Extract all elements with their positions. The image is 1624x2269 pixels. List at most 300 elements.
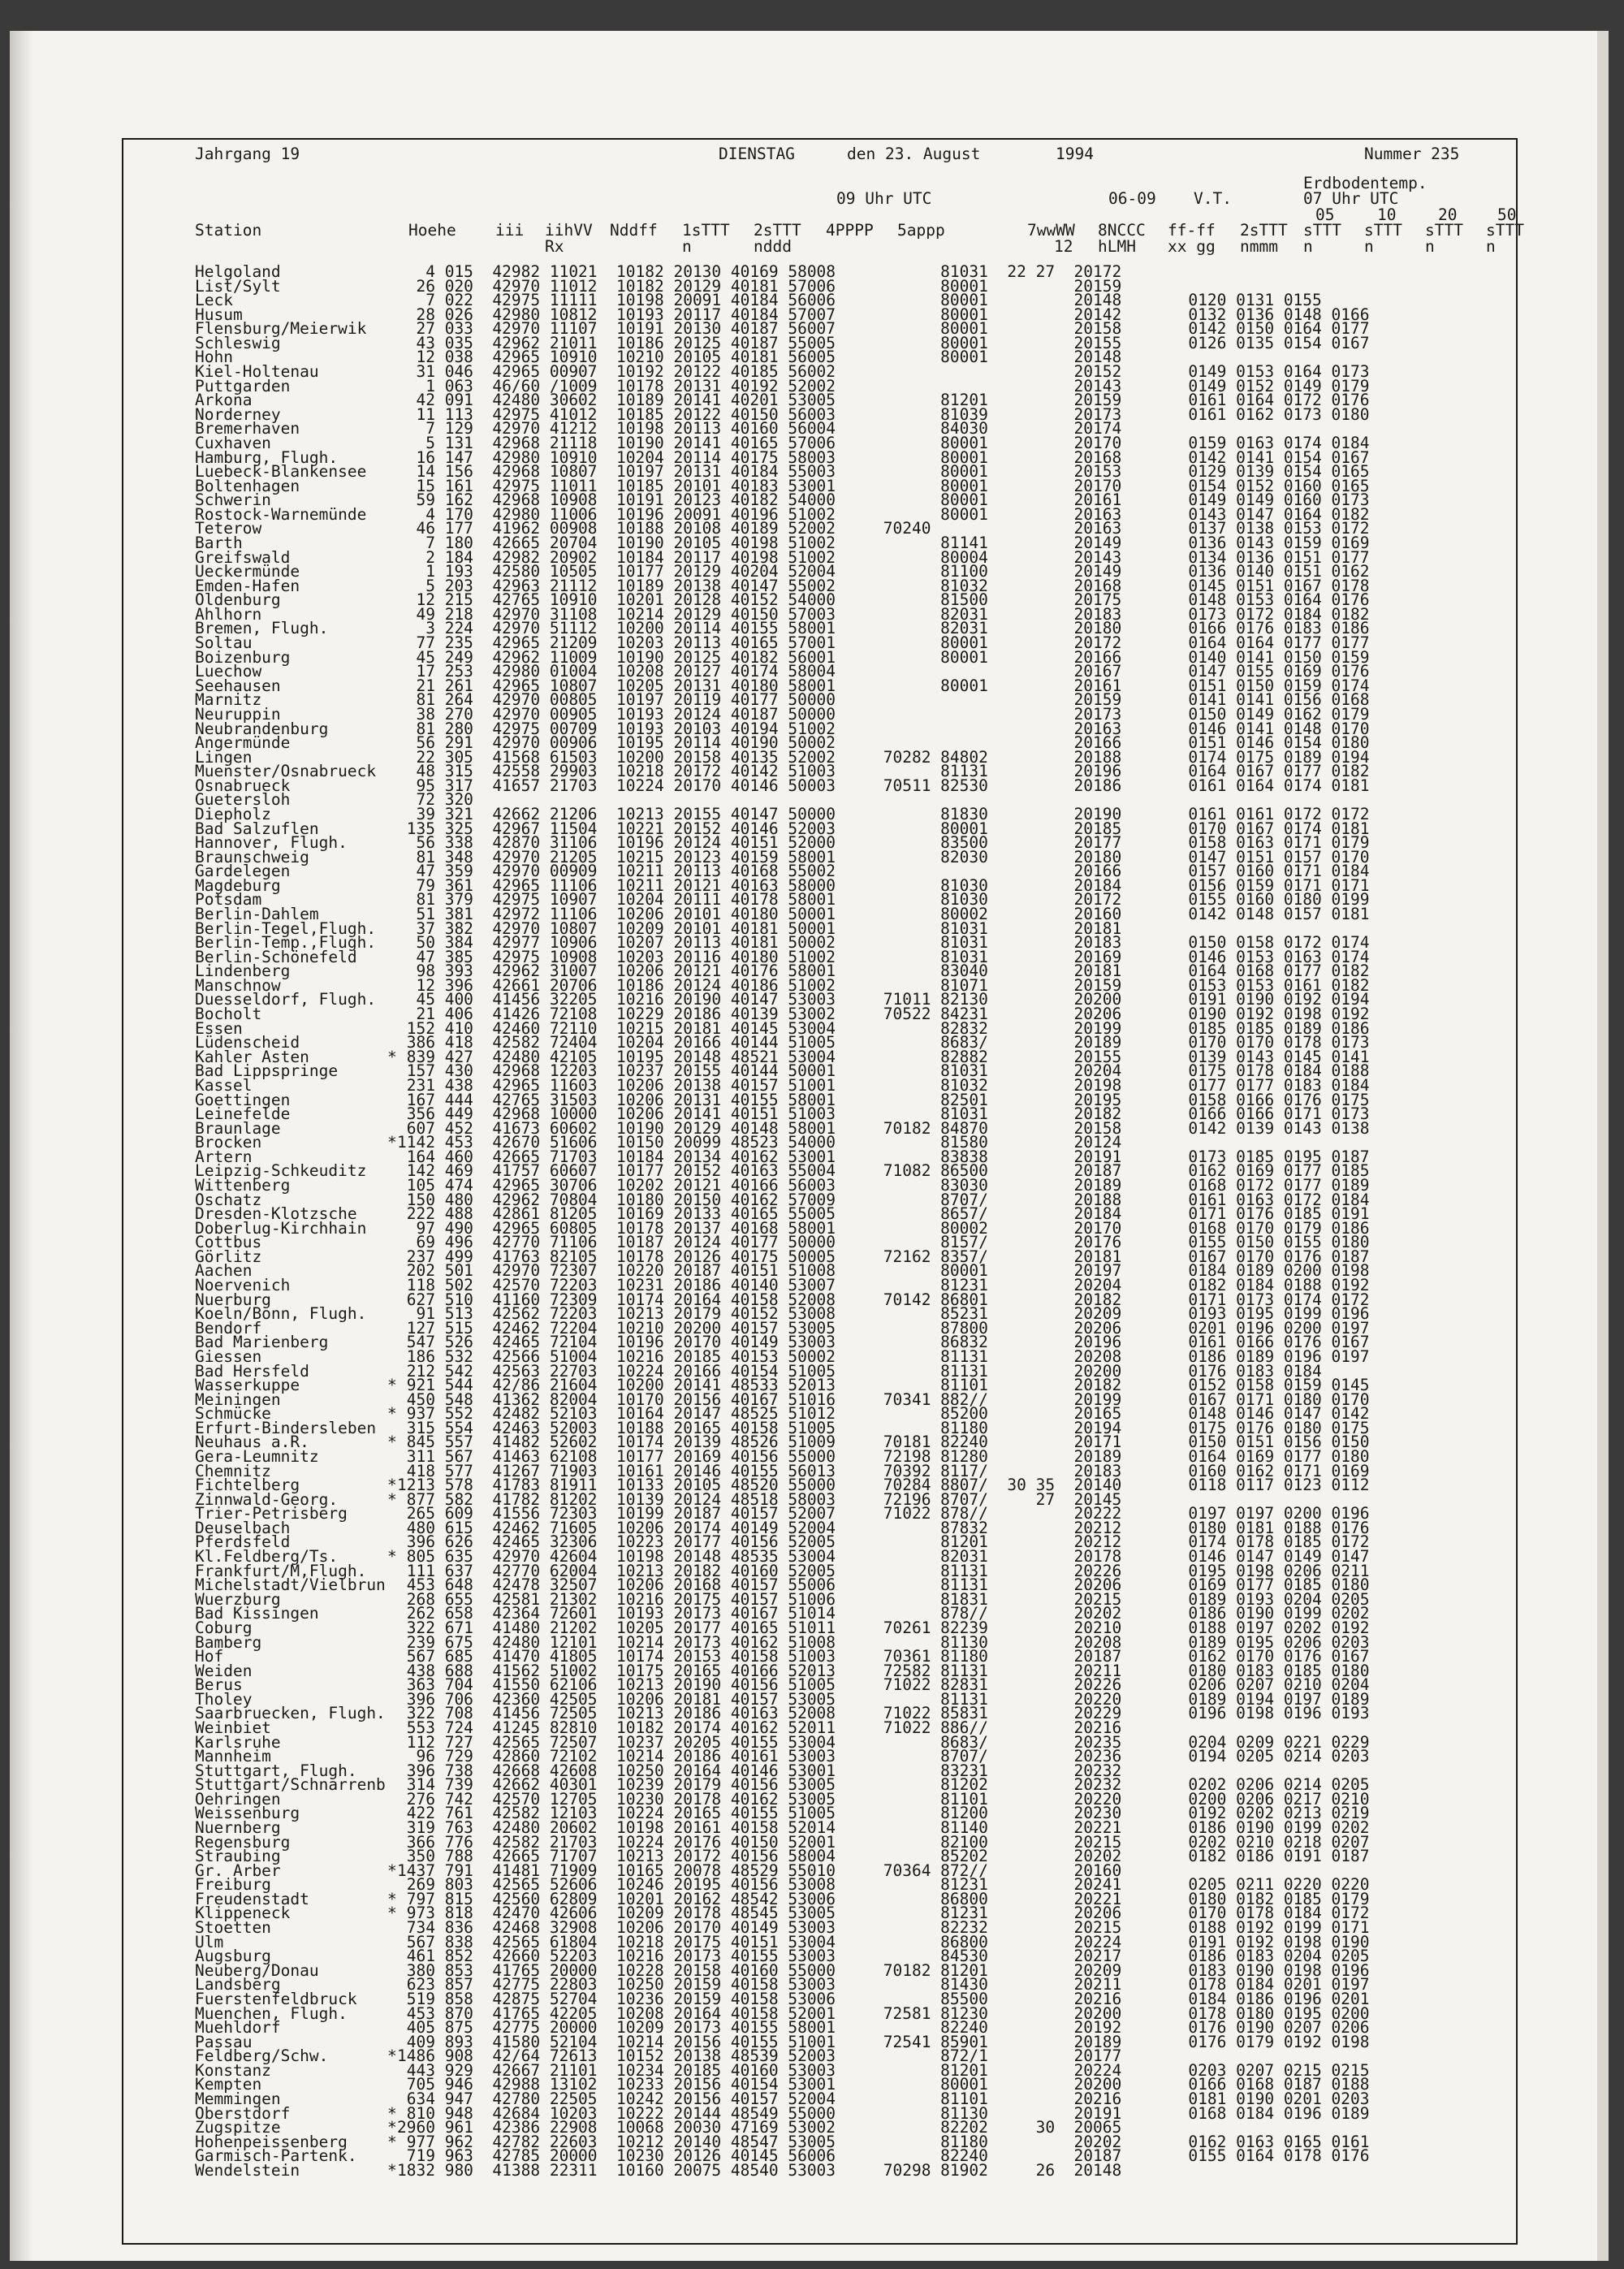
station-values: 845 557 41482 52602 10174 20139 48526 51009 70181 82240 20171 0150 0151 0156 0150 <box>397 1433 1370 1452</box>
station-name: Braunlage <box>195 1118 281 1138</box>
station-name: Muenster/Osnabrueck <box>195 762 377 781</box>
station-name: Osnabrueck <box>195 776 291 795</box>
station-name: Schleswig <box>195 333 281 352</box>
col-iii: iii <box>495 221 525 240</box>
station-name: Nuernberg <box>195 1818 281 1838</box>
station-name: Marnitz <box>195 690 262 710</box>
station-name: Kahler Asten <box>195 1047 309 1066</box>
station-name: Angermünde <box>195 733 291 753</box>
station-name: Berlin-Dahlem <box>195 905 319 924</box>
station-name: Regensburg <box>195 1832 291 1852</box>
station-values: 1 193 42580 10505 10177 20129 40204 52004 81100 20149 0136 0140 0151 0162 <box>397 562 1370 581</box>
station-values: 50 384 42977 10906 10207 20113 40181 50002 81031 20183 0150 0158 0172 0174 <box>397 933 1370 953</box>
station-values: 356 449 42968 10000 10206 20141 40151 51003 81031 20182 0166 0166 0171 0173 <box>397 1104 1370 1124</box>
station-values: 276 742 42570 12705 10230 20178 40162 53005 81101 20220 0200 0206 0217 0210 <box>397 1789 1370 1809</box>
station-name: Wittenberg <box>195 1176 291 1195</box>
station-name: Manschnow <box>195 975 281 995</box>
station-name: Lindenberg <box>195 962 291 981</box>
binding-edge <box>10 31 32 2261</box>
station-name: Kl.Feldberg/Ts. <box>195 1547 339 1567</box>
station-values: 31 046 42965 00907 10192 20122 40185 56002 20152 0149 0153 0164 0173 <box>397 362 1370 382</box>
station-values: 26 020 42970 11012 10182 20129 40181 57006 80001 20159 <box>397 276 1122 296</box>
station-values: 95 317 41657 21703 10224 20170 40146 50003 70511 82530 20186 0161 0164 0174 0181 <box>397 776 1370 795</box>
station-values: 805 635 42970 42604 10198 20148 48535 53004 82031 20178 0146 0147 0149 0147 <box>397 1547 1370 1567</box>
station-values: 319 763 42480 20602 10198 20161 40158 52014 81140 20221 0186 0190 0199 0202 <box>397 1818 1370 1838</box>
station-name: Freudenstadt <box>195 1889 309 1908</box>
station-values: 212 542 42563 22703 10224 20166 40154 51005 81131 20200 0176 0183 0184 <box>397 1361 1322 1381</box>
station-values: 157 430 42968 12203 10237 20155 40144 50001 81031 20204 0175 0178 0184 0188 <box>397 1061 1370 1081</box>
col-ffff: ff-ff <box>1168 221 1216 240</box>
station-name: Bad Salzuflen <box>195 819 319 838</box>
station-name: Neuruppin <box>195 704 281 724</box>
mountain-station-marker: * <box>387 2118 397 2137</box>
station-name: Bad Hersfeld <box>195 1361 309 1381</box>
station-values: 45 249 42962 11009 10190 20125 40182 56001 80001 20166 0140 0141 0150 0159 <box>397 647 1370 667</box>
station-values: 150 480 42962 70804 10180 20150 40162 57009 8707/ 20188 0161 0163 0172 0184 <box>397 1190 1370 1209</box>
mountain-station-marker: * <box>387 2132 397 2151</box>
station-values: 72 320 <box>397 790 473 810</box>
station-values: 5 131 42968 21118 10190 20141 40165 57006 80001 20170 0159 0163 0174 0184 <box>397 433 1370 452</box>
station-values: 28 026 42980 10812 10193 20117 40184 57007 80001 20142 0132 0136 0148 0166 <box>397 305 1370 324</box>
station-values: 797 815 42560 62809 10201 20162 48542 53006 86800 20221 0180 0182 0185 0179 <box>397 1889 1370 1908</box>
station-name: Bremerhaven <box>195 419 300 439</box>
station-values: 453 648 42478 32507 10206 20168 40157 55006 81131 20206 0169 0177 0185 0180 <box>397 1575 1370 1595</box>
station-name: Trier-Petrisberg <box>195 1504 348 1523</box>
station-values: 977 962 42782 22603 10212 20140 48547 53005 81180 20202 0162 0163 0165 0161 <box>397 2132 1370 2151</box>
station-name: Weiden <box>195 1661 253 1680</box>
station-name: Gardelegen <box>195 862 291 881</box>
station-name: Guetersloh <box>195 790 291 810</box>
station-values: 12 038 42965 10910 10210 20105 40181 56005 80001 20148 <box>397 348 1122 367</box>
station-values: 734 836 42468 32908 10206 20170 40149 53003 82232 20215 0188 0192 0199 0171 <box>397 1918 1370 1938</box>
station-name: Magdeburg <box>195 875 281 895</box>
station-values: 12 215 42765 10910 10201 20128 40152 54000 81500 20175 0148 0153 0164 0176 <box>397 590 1370 610</box>
station-name: Passau <box>195 2032 253 2051</box>
station-name: Leipzig-Schkeuditz <box>195 1161 367 1181</box>
station-name: Husum <box>195 305 243 324</box>
station-name: Coburg <box>195 1618 253 1637</box>
station-values: 366 776 42582 21703 10224 20176 40150 52001 82100 20215 0202 0210 0218 0207 <box>397 1832 1370 1852</box>
col-erd-10-sub: n <box>1364 237 1374 256</box>
weekday: DIENSTAG <box>719 145 795 163</box>
station-name: Berlin-Tegel,Flugh. <box>195 918 377 938</box>
station-values: 269 803 42565 52606 10246 20195 40156 53008 81231 20241 0205 0211 0220 0220 <box>397 1875 1370 1895</box>
station-name: Bad Marienberg <box>195 1333 329 1352</box>
station-name: Lingen <box>195 747 253 767</box>
station-name: Goettingen <box>195 1090 291 1109</box>
mountain-station-marker: * <box>387 1904 397 1923</box>
station-name: Kiel-Holtenau <box>195 362 319 382</box>
station-values: 21 406 41426 72108 10229 20186 40139 53002 70522 84231 20206 0190 0192 0198 0192 <box>397 1005 1370 1024</box>
station-name: Meiningen <box>195 1389 281 1409</box>
mountain-station-marker: * <box>387 1476 397 1495</box>
station-values: 49 218 42970 31108 10214 20129 40150 57003 82031 20183 0173 0172 0184 0182 <box>397 604 1370 624</box>
station-values: 91 513 42562 72203 10213 20179 40152 53008 85231 20209 0193 0195 0199 0196 <box>397 1304 1370 1324</box>
station-name: Memmingen <box>195 2090 281 2108</box>
col-4pppp: 4PPPP <box>826 221 874 240</box>
station-name: Helgoland <box>195 262 281 281</box>
station-values: 380 853 41765 20000 10228 20158 40160 55000 70182 81201 20209 0183 0190 0198 0196 <box>397 1960 1370 1980</box>
station-values: 46 177 41962 00908 10188 20108 40189 52002 70240 20163 0137 0138 0153 0172 <box>397 519 1370 538</box>
col-hoehe: Hoehe <box>408 221 456 240</box>
station-name: List/Sylt <box>195 276 281 296</box>
station-values: 47 359 42970 00909 10211 20113 40168 55002 20166 0157 0160 0171 0184 <box>397 862 1370 881</box>
station-values: 239 675 42480 12101 10214 20173 40162 51008 81130 20208 0189 0195 0206 0203 <box>397 1632 1370 1652</box>
station-name: Klippeneck <box>195 1904 291 1923</box>
station-values: 7 022 42975 11111 10198 20091 40184 56006 80001 20148 0120 0131 0155 <box>397 291 1322 310</box>
station-values: 37 382 42970 10807 10209 20101 40181 50001 81031 20181 <box>397 918 1122 938</box>
station-values: 186 532 42566 51004 10216 20185 40153 50002 81131 20208 0186 0189 0196 0197 <box>397 1346 1370 1366</box>
station-values: 11 113 42975 41012 10185 20122 40150 56003 81039 20173 0161 0162 0173 0180 <box>397 404 1370 424</box>
col-1sttt: 1sTTT <box>682 221 730 240</box>
station-values: 202 501 42970 72307 10220 20187 40151 51008 80001 20197 0184 0189 0200 0198 <box>397 1261 1370 1281</box>
station-name: Hannover, Flugh. <box>195 833 348 853</box>
col-2sttt: 2sTTT <box>754 221 801 240</box>
station-name: Hof <box>195 1647 224 1666</box>
station-values: 453 870 41765 42205 10208 20164 40158 52001 72581 81230 20200 0178 0180 0195 0200 <box>397 2003 1370 2023</box>
station-values: 118 502 42570 72203 10231 20186 40140 53007 81231 20204 0182 0184 0188 0192 <box>397 1276 1370 1295</box>
station-name: Karlsruhe <box>195 1732 281 1752</box>
station-name: Hamburg, Flugh. <box>195 447 339 467</box>
station-name: Saarbruecken, Flugh. <box>195 1704 386 1723</box>
station-values: 705 946 42988 13102 10233 20156 40154 53001 80001 20200 0166 0168 0187 0188 <box>397 2075 1370 2094</box>
station-name: Dresden-Klotzsche <box>195 1204 357 1224</box>
station-values: 314 739 42662 40301 10239 20179 40156 53005 81202 20232 0202 0206 0214 0205 <box>397 1775 1370 1795</box>
station-values: 7 180 42665 20704 10190 20105 40198 51002 81141 20149 0136 0143 0159 0169 <box>397 533 1370 552</box>
station-values: 262 658 42364 72601 10193 20173 40167 51014 878// 20202 0186 0190 0199 0202 <box>397 1604 1370 1623</box>
station-name: Kempten <box>195 2075 262 2094</box>
station-values: 14 156 42968 10807 10197 20131 40184 55003 80001 20153 0129 0139 0154 0165 <box>397 462 1370 482</box>
station-values: 17 253 42980 01004 10208 20127 40174 58004 20167 0147 0155 0169 0176 <box>397 662 1370 681</box>
station-name: Freiburg <box>195 1875 271 1895</box>
station-values: 567 838 42565 61804 10218 20175 40151 53004 86800 20224 0191 0192 0198 0190 <box>397 1932 1370 1951</box>
station-name: Aachen <box>195 1261 253 1281</box>
station-values: 38 270 42970 00905 10193 20124 40187 50000 20173 0150 0149 0162 0179 <box>397 704 1370 724</box>
station-values: 231 438 42965 11603 10206 20138 40157 51001 81032 20198 0177 0177 0183 0184 <box>397 1075 1370 1095</box>
depth-10: 10 <box>1377 205 1397 224</box>
station-name: Michelstadt/Vielbrun <box>195 1575 386 1595</box>
station-name: Barth <box>195 533 243 552</box>
station-name: Ahlhorn <box>195 604 262 624</box>
station-name: Kassel <box>195 1075 253 1095</box>
station-name: Artern <box>195 1147 253 1166</box>
station-name: Zugspitze <box>195 2118 281 2137</box>
station-values: 79 361 42965 11106 10211 20121 40163 58000 81030 20184 0156 0159 0171 0171 <box>397 875 1370 895</box>
depth-05: 05 <box>1315 205 1335 224</box>
station-name: Seehausen <box>195 676 281 695</box>
station-name: Berus <box>195 1675 243 1695</box>
station-values: 5 203 42963 21112 10189 20138 40147 55002 81032 20168 0145 0151 0167 0178 <box>397 576 1370 595</box>
mountain-station-marker: * <box>387 1404 397 1424</box>
station-name: Oldenburg <box>195 590 281 610</box>
mountain-station-marker: * <box>387 2160 397 2180</box>
station-values: 634 947 42780 22505 10242 20156 40157 52004 81101 20216 0181 0190 0201 0203 <box>397 2090 1370 2108</box>
station-name: Bremen, Flugh. <box>195 619 329 638</box>
station-values: 443 929 42667 21101 10234 20185 40160 53003 81201 20224 0203 0207 0215 0215 <box>397 2060 1370 2080</box>
col-iihvv: iihVV <box>545 221 593 240</box>
vt-label: V.T. <box>1194 189 1232 208</box>
col-8nccc-sub: hLMH <box>1098 237 1136 256</box>
station-name: Soltau <box>195 633 253 653</box>
station-name: Weinbiet <box>195 1718 271 1737</box>
erdboden-time: 07 Uhr UTC <box>1303 189 1399 208</box>
station-name: Ueckermünde <box>195 562 300 581</box>
station-values: 567 685 41470 41805 10174 20153 40158 51003 70361 81180 20187 0162 0170 0176 0167 <box>397 1647 1370 1666</box>
station-name: Wasserkuppe <box>195 1376 300 1395</box>
station-name: Brocken <box>195 1133 262 1152</box>
col-erd-20-sub: n <box>1425 237 1435 256</box>
station-name: Wuerzburg <box>195 1589 281 1609</box>
station-name: Diepholz <box>195 804 271 823</box>
station-values: 112 727 42565 72507 10237 20205 40155 53004 8683/ 20235 0204 0209 0221 0229 <box>397 1732 1370 1752</box>
station-name: Nuerburg <box>195 1290 271 1309</box>
station-values: 461 852 42660 52203 10216 20173 40155 53003 84530 20217 0186 0183 0204 0205 <box>397 1947 1370 1966</box>
station-name: Luebeck-Blankensee <box>195 462 367 482</box>
station-values: 810 948 42684 10203 10222 20144 48549 55000 81130 20191 0168 0184 0196 0189 <box>397 2103 1370 2123</box>
station-name: Deuselbach <box>195 1518 291 1537</box>
station-name: Oschatz <box>195 1190 262 1209</box>
mountain-station-marker: * <box>387 1889 397 1908</box>
station-name: Arkona <box>195 391 253 410</box>
station-name: Boizenburg <box>195 647 291 667</box>
station-name: Wendelstein <box>195 2160 300 2180</box>
col-erd-20: sTTT <box>1425 221 1463 240</box>
depth-20: 20 <box>1438 205 1458 224</box>
station-values: 3 224 42970 51112 10200 20114 40155 58001 82031 20180 0166 0176 0183 0186 <box>397 619 1370 638</box>
station-values: 105 474 42965 30706 10202 20121 40166 56003 83030 20189 0168 0172 0177 0189 <box>397 1176 1370 1195</box>
year: 1994 <box>1056 145 1094 163</box>
station-name: Muenchen, Flugh. <box>195 2003 348 2023</box>
station-name: Stuttgart/Schnarrenb <box>195 1775 386 1795</box>
station-values: 921 544 42/86 21604 10200 20141 48533 52013 81101 20182 0152 0158 0159 0145 <box>397 1376 1370 1395</box>
station-values: 396 706 42360 42505 10206 20181 40157 53005 81131 20220 0189 0194 0197 0189 <box>397 1689 1370 1709</box>
station-values: 81 280 42975 00709 10193 20103 40194 51002 20163 0146 0141 0148 0170 <box>397 719 1370 738</box>
station-name: Bamberg <box>195 1632 262 1652</box>
station-name: Bad Kissingen <box>195 1604 319 1623</box>
station-name: Tholey <box>195 1689 253 1709</box>
station-name: Braunschweig <box>195 847 309 867</box>
station-name: Muehldorf <box>195 2018 281 2038</box>
station-values: 222 488 42861 81205 10169 20133 40165 55005 8657/ 20184 0171 0176 0185 0191 <box>397 1204 1370 1224</box>
station-values: 1832 980 41388 22311 10160 20075 48540 53003 70298 81902 26 20148 <box>397 2160 1122 2180</box>
station-values: 839 427 42480 42105 10195 20148 48521 53004 82882 20155 0139 0143 0145 0141 <box>397 1047 1370 1066</box>
station-values: 409 893 41580 52104 10214 20156 40155 51001 72541 85901 20189 0176 0179 0192 0198 <box>397 2032 1370 2051</box>
station-values: 97 490 42965 60805 10178 20137 40168 58001 80002 20170 0168 0170 0179 0186 <box>397 1218 1370 1238</box>
station-name: Feldberg/Schw. <box>195 2046 329 2066</box>
station-name: Stuttgart, Flugh. <box>195 1761 357 1780</box>
station-name: Giessen <box>195 1346 262 1366</box>
station-name: Duesseldorf, Flugh. <box>195 990 377 1009</box>
station-name: Neuhaus a.R. <box>195 1433 309 1452</box>
station-name: Bocholt <box>195 1005 262 1024</box>
station-values: 1486 908 42/64 72613 10152 20138 48539 52003 872/1 20177 <box>397 2046 1122 2066</box>
station-name: Chemnitz <box>195 1461 271 1480</box>
station-values: 142 469 41757 60607 10177 20152 40163 55004 71082 86500 20187 0162 0169 0177 0185 <box>397 1161 1370 1181</box>
station-values: 45 400 41456 32205 10216 20190 40147 53003 71011 82130 20200 0191 0190 0192 0194 <box>397 990 1370 1009</box>
station-values: 396 626 42465 32306 10223 20177 40156 52005 81201 20212 0174 0178 0185 0172 <box>397 1532 1370 1552</box>
station-values: 96 729 42860 72102 10214 20186 40161 53003 8707/ 20236 0194 0205 0214 0203 <box>397 1747 1370 1766</box>
station-values: 719 963 42785 20000 10230 20126 40145 56006 82240 20187 0155 0164 0178 0176 <box>397 2146 1370 2166</box>
col-erd-10: sTTT <box>1364 221 1402 240</box>
col-7wwww-sub: 12 <box>1054 237 1073 256</box>
station-name: Koeln/Bonn, Flugh. <box>195 1304 367 1324</box>
col-2sttt-vt: 2sTTT <box>1240 221 1288 240</box>
station-name: Hohenpeissenberg <box>195 2132 348 2151</box>
col-station: Station <box>195 221 262 240</box>
station-name: Oehringen <box>195 1789 281 1809</box>
station-name: Gr. Arber <box>195 1861 281 1880</box>
erdboden-title: Erdbodentemp. <box>1303 174 1427 192</box>
station-values: 237 499 41763 82105 10178 20126 40175 50005 72162 8357/ 20181 0167 0170 0176 0187 <box>397 1247 1370 1266</box>
station-values: 15 161 42975 11011 10185 20101 40183 53001 80001 20170 0154 0152 0160 0165 <box>397 476 1370 495</box>
station-values: 135 325 42967 11504 10221 20152 40146 52003 80001 20185 0170 0167 0174 0181 <box>397 819 1370 838</box>
station-values: 152 410 42460 72110 10215 20181 40145 53004 82832 20199 0185 0185 0189 0186 <box>397 1018 1370 1038</box>
station-values: 21 261 42965 10807 10205 20131 40180 58001 80001 20161 0151 0150 0159 0174 <box>397 676 1370 695</box>
col-erd-05: sTTT <box>1303 221 1341 240</box>
station-values: 12 396 42661 20706 10186 20124 40186 51002 81071 20159 0153 0153 0161 0182 <box>397 975 1370 995</box>
station-name: Görlitz <box>195 1247 262 1266</box>
mountain-station-marker: * <box>387 1861 397 1880</box>
station-name: Puttgarden <box>195 376 291 395</box>
station-name: Augsburg <box>195 1947 271 1966</box>
station-name: Zinnwald-Georg. <box>195 1489 339 1509</box>
issue-number: Nummer 235 <box>1364 145 1460 163</box>
station-values: 553 724 41245 82810 10182 20174 40162 52011 71022 886// 20216 <box>397 1718 1122 1737</box>
station-values: 27 033 42970 11107 10191 20130 40187 56007 80001 20158 0142 0150 0164 0177 <box>397 319 1370 339</box>
station-values: 265 609 41556 72303 10199 20187 40157 52007 71022 878// 20222 0197 0197 0200 0196 <box>397 1504 1370 1523</box>
station-name: Leck <box>195 291 233 310</box>
station-name: Konstanz <box>195 2060 271 2080</box>
station-name: Noervenich <box>195 1276 291 1295</box>
station-values: 1213 578 41783 81911 10133 20105 48520 55000 70284 8807/ 30 35 20140 0118 0117 0123 0112 <box>397 1476 1370 1495</box>
col-erd-05-sub: n <box>1303 237 1313 256</box>
station-values: 877 582 41782 81202 10139 20124 48518 58003 72196 8707/ 27 20145 <box>397 1489 1122 1509</box>
station-name: Schwerin <box>195 491 271 510</box>
station-values: 48 315 42558 29903 10218 20172 40142 51003 81131 20196 0164 0167 0177 0182 <box>397 762 1370 781</box>
station-values: 1142 453 42670 51606 10150 20099 48523 54000 81580 20124 <box>397 1133 1122 1152</box>
station-values: 322 671 41480 21202 10205 20177 40165 51011 70261 82239 20210 0188 0197 0202 0192 <box>397 1618 1370 1637</box>
station-values: 167 444 42765 31503 10206 20131 40155 58001 82501 20195 0158 0166 0176 0175 <box>397 1090 1370 1109</box>
depth-50: 50 <box>1497 205 1517 224</box>
station-values: 627 510 41160 72309 10174 20164 40158 52008 70142 86801 20182 0171 0173 0174 0172 <box>397 1290 1370 1309</box>
station-name: Flensburg/Meierwik <box>195 319 367 339</box>
station-values: 405 875 42775 20000 10209 20173 40155 58001 82240 20192 0176 0190 0207 0206 <box>397 2018 1370 2038</box>
station-values: 607 452 41673 60602 10190 20129 40148 58001 70182 84870 20158 0142 0139 0143 0138 <box>397 1118 1370 1138</box>
station-name: Frankfurt/M,Flugh. <box>195 1561 367 1580</box>
station-values: 51 381 42972 11106 10206 20101 40180 50001 80002 20160 0142 0148 0157 0181 <box>397 905 1370 924</box>
station-values: 98 393 42962 31007 10206 20121 40176 58001 83040 20181 0164 0168 0177 0182 <box>397 962 1370 981</box>
station-values: 350 788 42665 71707 10213 20172 40156 58004 85202 20202 0182 0186 0191 0187 <box>397 1847 1370 1866</box>
station-values: 450 548 41362 82004 10170 20156 40167 51016 70341 882// 20199 0167 0171 0180 0170 <box>397 1389 1370 1409</box>
station-values: 418 577 41267 71903 10161 20146 40155 56013 70392 8117/ 20183 0160 0162 0171 0169 <box>397 1461 1370 1480</box>
station-values: 973 818 42470 42606 10209 20178 48545 53005 81231 20206 0170 0178 0184 0172 <box>397 1904 1370 1923</box>
mountain-station-marker: * <box>387 2046 397 2066</box>
station-values: 56 291 42970 00906 10195 20114 40190 50002 20166 0151 0146 0154 0180 <box>397 733 1370 753</box>
station-name: Leinefelde <box>195 1104 291 1124</box>
station-name: Lüdenscheid <box>195 1033 300 1052</box>
col-1sttt-sub: n <box>682 237 692 256</box>
station-name: Gera-Leumnitz <box>195 1446 319 1466</box>
station-name: Cottbus <box>195 1233 262 1252</box>
col-2sttt-vt-sub: nmmm <box>1240 237 1278 256</box>
station-name: Emden-Hafen <box>195 576 300 595</box>
station-name: Straubing <box>195 1847 281 1866</box>
station-name: Ulm <box>195 1932 224 1951</box>
station-values: 69 496 42770 71106 10187 20124 40177 50000 8157/ 20176 0155 0150 0155 0180 <box>397 1233 1370 1252</box>
station-values: 81 379 42975 10907 10204 20111 40178 58001 81030 20172 0155 0160 0180 0199 <box>397 890 1370 910</box>
station-name: Essen <box>195 1018 243 1038</box>
mountain-station-marker: * <box>387 1376 397 1395</box>
station-values: 81 264 42970 00805 10197 20119 40177 50000 20159 0141 0141 0156 0168 <box>397 690 1370 710</box>
station-values: 4 015 42982 11021 10182 20130 40169 58008 81031 22 27 20172 <box>397 262 1122 281</box>
date: den 23. August <box>847 145 981 163</box>
station-name: Doberlug-Kirchhain <box>195 1218 367 1238</box>
station-values: 1 063 46/60 /1009 10178 20131 40192 52002 20143 0149 0152 0149 0179 <box>397 376 1370 395</box>
station-values: 42 091 42480 30602 10189 20141 40201 53005 81201 20159 0161 0164 0172 0176 <box>397 391 1370 410</box>
station-name: Boltenhagen <box>195 476 300 495</box>
station-name: Fichtelberg <box>195 1476 300 1495</box>
mountain-station-marker: * <box>387 1133 397 1152</box>
station-name: Hohn <box>195 348 233 367</box>
station-name: Erfurt-Bindersleben <box>195 1418 377 1437</box>
mountain-station-marker: * <box>387 1489 397 1509</box>
station-name: Greifswald <box>195 547 291 567</box>
station-values: 127 515 42462 72204 10210 20200 40157 53005 87800 20206 0201 0196 0200 0197 <box>397 1318 1370 1338</box>
station-name: Weissenburg <box>195 1804 300 1823</box>
station-values: 2960 961 42386 22908 10068 20030 47169 53002 82202 30 20065 <box>397 2118 1122 2137</box>
col-erd-50: sTTT <box>1486 221 1524 240</box>
col-iihvv-sub: Rx <box>545 237 564 256</box>
station-name: Luechow <box>195 662 262 681</box>
station-values: 4 170 42980 11006 10196 20091 40196 51002 80001 20163 0143 0147 0164 0182 <box>397 504 1370 524</box>
station-values: 422 761 42582 12103 10224 20165 40155 51005 81200 20230 0192 0202 0213 0219 <box>397 1804 1370 1823</box>
col-8nccc: 8NCCC <box>1098 221 1146 240</box>
col-5appp: 5appp <box>897 221 945 240</box>
station-values: 22 305 41568 61503 10200 20158 40135 52002 70282 84802 20188 0174 0175 0189 0194 <box>397 747 1370 767</box>
station-name: Garmisch-Partenk. <box>195 2146 357 2166</box>
station-values: 16 147 42980 10910 10204 20114 40175 58003 80001 20168 0142 0141 0154 0167 <box>397 447 1370 467</box>
station-name: Potsdam <box>195 890 262 910</box>
station-values: 322 708 41456 72505 10213 20186 40163 52008 71022 85831 20229 0196 0198 0196 0193 <box>397 1704 1370 1723</box>
station-values: 7 129 42970 41212 10198 20113 40160 56004 84030 20174 <box>397 419 1122 439</box>
station-name: Fuerstenfeldbruck <box>195 1989 357 2008</box>
station-name: Oberstdorf <box>195 2103 291 2123</box>
period: 06-09 <box>1108 189 1156 208</box>
station-name: Bad Lippspringe <box>195 1061 339 1081</box>
jahrgang: Jahrgang 19 <box>195 145 300 163</box>
mountain-station-marker: * <box>387 1047 397 1066</box>
station-name: Neubrandenburg <box>195 719 329 738</box>
station-values: 623 857 42775 22803 10250 20159 40158 53003 81430 20211 0178 0184 0201 0197 <box>397 1975 1370 1995</box>
station-values: 438 688 41562 51002 10175 20165 40166 52013 72582 81131 20211 0180 0183 0185 0180 <box>397 1661 1370 1680</box>
station-name: Pferdsfeld <box>195 1532 291 1552</box>
station-name: Stoetten <box>195 1918 271 1938</box>
observation-time: 09 Uhr UTC <box>836 189 932 208</box>
col-ffff-sub: xx gg <box>1168 237 1216 256</box>
station-name: Berlin-Schönefeld <box>195 947 357 966</box>
station-values: 311 567 41463 62108 10177 20169 40156 55000 72198 81280 20189 0164 0169 0177 0180 <box>397 1446 1370 1466</box>
station-values: 937 552 42482 52103 10164 20147 48525 51012 85200 20165 0148 0146 0147 0142 <box>397 1404 1370 1424</box>
station-values: 396 738 42668 42608 10250 20164 40146 53001 83231 20232 <box>397 1761 1122 1780</box>
station-values: 77 235 42965 21209 10203 20113 40165 57001 80001 20172 0164 0164 0177 0177 <box>397 633 1370 653</box>
station-values: 81 348 42970 21205 10215 20123 40159 58001 82030 20180 0147 0151 0157 0170 <box>397 847 1370 867</box>
station-name: Neuberg/Donau <box>195 1960 319 1980</box>
station-values: 164 460 42665 71703 10184 20134 40162 53001 83838 20191 0173 0185 0195 0187 <box>397 1147 1370 1166</box>
mountain-station-marker: * <box>387 1547 397 1567</box>
station-values: 111 637 42770 62004 10213 20182 40160 52005 81131 20226 0195 0198 0206 0211 <box>397 1561 1370 1580</box>
mountain-station-marker: * <box>387 1433 397 1452</box>
station-values: 1437 791 41481 71909 10165 20078 48529 55010 70364 872// 20160 <box>397 1861 1122 1880</box>
